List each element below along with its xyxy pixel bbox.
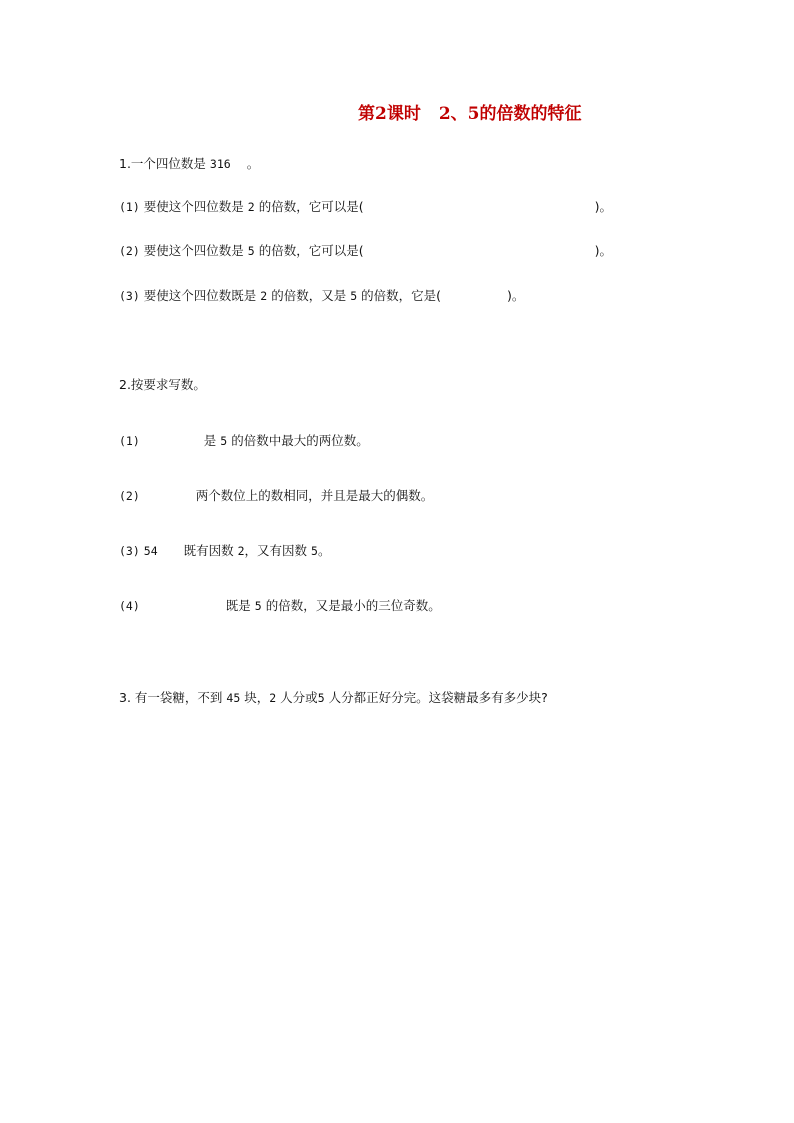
q1-3-index: (3)	[119, 289, 140, 303]
q2-2-index: (2)	[119, 489, 140, 503]
q1-3-text-b: 的倍数，又是	[271, 288, 347, 303]
question-2-heading: 2.按要求写数。	[119, 377, 206, 392]
q1-1-text-a: 要使这个四位数是	[143, 199, 244, 214]
question-3	[119, 690, 548, 706]
q3-number-2: 2	[269, 691, 277, 705]
question-2-part-3	[119, 543, 331, 559]
question-2-part-1	[119, 433, 369, 449]
question-1-stem	[119, 156, 259, 172]
q2-3-index: (3)	[119, 544, 140, 558]
q1-number: 316	[209, 157, 231, 171]
q1-1-end: )。	[594, 199, 612, 214]
q1-1-index: (1)	[119, 200, 140, 214]
q1-2-index: (2)	[119, 244, 140, 258]
q1-3-text-c: 的倍数，它是(	[361, 288, 441, 303]
question-2-part-4	[119, 598, 441, 614]
q2-3-number: 2	[237, 544, 245, 558]
q3-number-3: 5	[317, 691, 325, 705]
q1-3-end: )。	[507, 288, 525, 303]
q2-3-text-b: ，又有因数	[244, 543, 308, 558]
q1-3-number-2: 5	[350, 289, 358, 303]
q1-3-number: 2	[260, 289, 268, 303]
q3-prefix: 3. 有一袋糖，不到	[119, 690, 223, 705]
q1-1-text-b: 的倍数，它可以是(	[258, 199, 364, 214]
q1-prefix: 1.一个四位数是	[119, 156, 206, 171]
q2-2-text-a: 两个数位上的数相同，并且是最大的偶数。	[195, 488, 434, 503]
q2-3-text-c: 。	[317, 543, 331, 558]
q2-1-index: (1)	[119, 434, 140, 448]
q3-mid-3: 人分都正好分完。这袋糖最多有多少块?	[328, 690, 548, 705]
lesson-topic: 2、5的倍数的特征	[438, 104, 582, 124]
q1-2-end: )。	[594, 243, 612, 258]
q2-4-text-a: 既是	[225, 598, 251, 613]
lesson-number: 第2课时	[358, 104, 421, 124]
q2-4-index: (4)	[119, 599, 140, 613]
q1-suffix: 。	[246, 156, 260, 171]
q1-1-number: 2	[247, 200, 255, 214]
question-1-part-1	[119, 199, 612, 215]
q2-4-text-b: 的倍数，又是最小的三位奇数。	[265, 598, 441, 613]
q2-4-number: 5	[254, 599, 262, 613]
q1-2-number: 5	[247, 244, 255, 258]
q2-1-text-a: 是	[203, 433, 217, 448]
q3-number-1: 45	[226, 691, 241, 705]
question-1-part-2	[119, 243, 612, 259]
q1-2-text-a: 要使这个四位数是	[143, 243, 244, 258]
q2-3-digits: 54	[143, 544, 158, 558]
question-1-part-3	[119, 288, 524, 304]
question-2-part-2	[119, 488, 433, 504]
q2-1-text-b: 的倍数中最大的两位数。	[231, 433, 369, 448]
q2-3-text-a: 既有因数	[183, 543, 234, 558]
q1-3-text-a: 要使这个四位数既是	[143, 288, 257, 303]
q2-3-number-2: 5	[311, 544, 318, 558]
q1-2-text-b: 的倍数，它可以是(	[258, 243, 364, 258]
q3-mid-1: 块，	[244, 690, 270, 705]
q3-mid-2: 人分或	[280, 690, 318, 705]
q2-1-number: 5	[220, 434, 228, 448]
page-title	[358, 99, 582, 124]
